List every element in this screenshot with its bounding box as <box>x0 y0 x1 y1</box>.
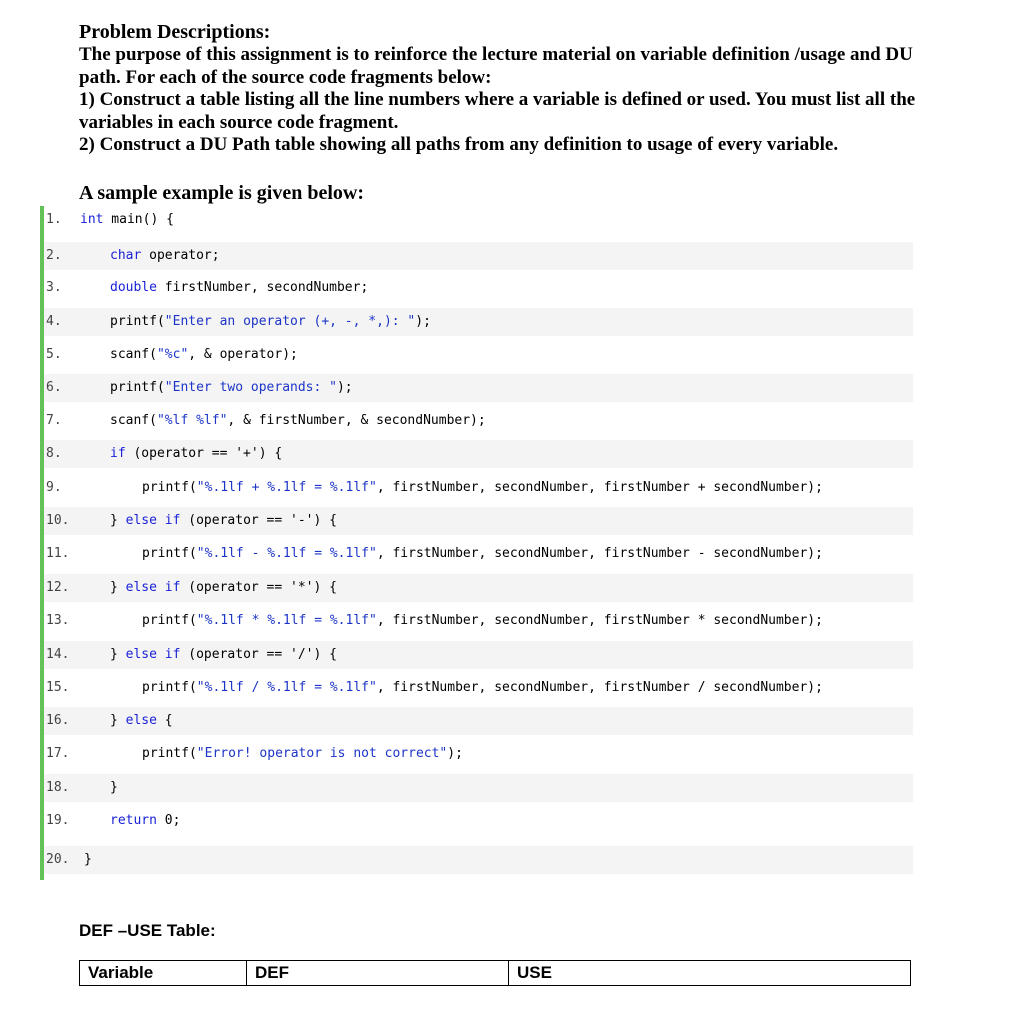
sample-heading: A sample example is given below: <box>79 182 364 204</box>
line-number: 3. <box>46 280 62 295</box>
code-line <box>44 308 913 336</box>
code-line <box>44 740 913 768</box>
problem-line: 1) Construct a table listing all the line numbers where a variable is defined or used. You must list all the <box>79 89 916 110</box>
code-text: double firstNumber, secondNumber; <box>110 280 369 295</box>
line-number: 8. <box>46 446 62 461</box>
problem-description <box>79 20 979 157</box>
line-number: 12. <box>46 580 70 595</box>
def-use-heading: DEF –USE Table: <box>79 921 216 940</box>
code-text: } else if (operator == '*') { <box>110 580 337 595</box>
line-number: 13. <box>46 613 70 628</box>
table-header-row <box>80 961 911 986</box>
line-number: 5. <box>46 347 62 362</box>
code-line <box>44 440 913 468</box>
code-line <box>44 846 913 874</box>
line-number: 18. <box>46 780 70 795</box>
problem-line: path. For each of the source code fragments below: <box>79 66 492 88</box>
code-text: } else if (operator == '/') { <box>110 647 337 662</box>
line-number: 14. <box>46 647 70 662</box>
code-line <box>44 574 913 602</box>
code-line <box>44 707 913 735</box>
code-text: printf("%.1lf / %.1lf = %.1lf", firstNumber, secondNumber, firstNumber / secondNumber); <box>142 680 823 695</box>
line-number: 19. <box>46 813 70 828</box>
header-use: USE <box>509 961 911 986</box>
code-text: printf("%.1lf * %.1lf = %.1lf", firstNumber, secondNumber, firstNumber * secondNumber); <box>142 613 823 628</box>
code-text: char operator; <box>110 248 220 263</box>
line-number: 1. <box>46 212 62 227</box>
header-variable: Variable <box>80 961 247 986</box>
code-line <box>44 407 913 435</box>
line-number: 17. <box>46 746 70 761</box>
code-text: return 0; <box>110 813 181 828</box>
line-number: 16. <box>46 713 70 728</box>
code-text: if (operator == '+') { <box>110 446 283 461</box>
code-text: printf("%.1lf - %.1lf = %.1lf", firstNumber, secondNumber, firstNumber - secondNumber); <box>142 546 823 561</box>
code-text: printf("%.1lf + %.1lf = %.1lf", firstNumber, secondNumber, firstNumber + secondNumber); <box>142 480 823 495</box>
line-number: 2. <box>46 248 62 263</box>
code-text: scanf("%lf %lf", & firstNumber, & secondNumber); <box>110 413 486 428</box>
code-line <box>44 674 913 702</box>
problem-line: The purpose of this assignment is to reinforce the lecture material on variable definition /usage and DU <box>79 44 913 65</box>
problem-line: variables in each source code fragment. <box>79 111 399 133</box>
code-text: scanf("%c", & operator); <box>110 347 298 362</box>
problem-line: 2) Construct a DU Path table showing all paths from any definition to usage of every variable. <box>79 134 839 155</box>
code-text: } <box>110 780 118 795</box>
code-line <box>44 607 913 635</box>
code-text: printf("Enter an operator (+, -, *,): "); <box>110 314 431 329</box>
code-text: } <box>84 852 92 867</box>
code-line <box>44 206 913 234</box>
code-line <box>44 341 913 369</box>
problem-title: Problem Descriptions: <box>79 21 271 43</box>
line-number: 15. <box>46 680 70 695</box>
line-number: 20. <box>46 852 70 867</box>
def-use-table <box>79 960 911 986</box>
code-text: printf("Error! operator is not correct"); <box>142 746 463 761</box>
code-line <box>44 507 913 535</box>
line-number: 6. <box>46 380 62 395</box>
line-number: 9. <box>46 480 62 495</box>
code-line <box>44 242 913 270</box>
line-number: 11. <box>46 546 70 561</box>
header-def: DEF <box>247 961 509 986</box>
code-line <box>44 774 913 802</box>
code-line <box>44 474 913 502</box>
code-text: } else if (operator == '-') { <box>110 513 337 528</box>
code-text: } else { <box>110 713 173 728</box>
code-line <box>44 374 913 402</box>
code-line <box>44 641 913 669</box>
code-line <box>44 807 913 835</box>
code-line <box>44 274 913 302</box>
line-number: 7. <box>46 413 62 428</box>
code-line <box>44 540 913 568</box>
code-text: int main() { <box>80 212 174 227</box>
line-number: 4. <box>46 314 62 329</box>
line-number: 10. <box>46 513 70 528</box>
code-text: printf("Enter two operands: "); <box>110 380 353 395</box>
